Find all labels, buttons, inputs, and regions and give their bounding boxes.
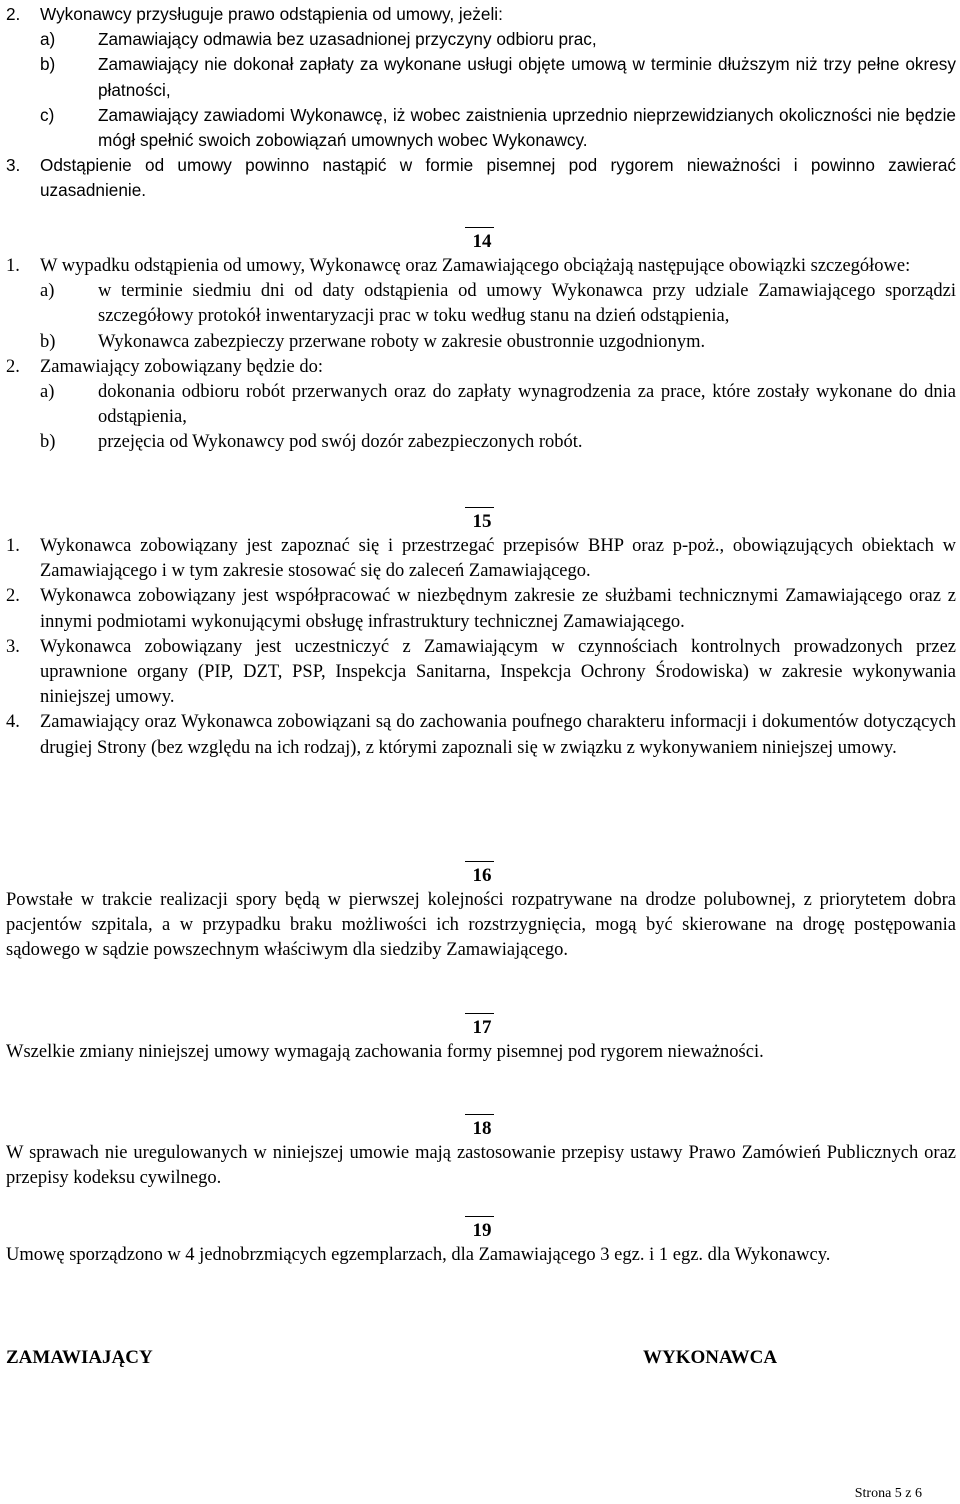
clause-number: 2. [6, 4, 21, 24]
section-number: 14 [472, 231, 492, 252]
clause-text: Wykonawca zobowiązany jest zapoznać się i przestrzegać przepisów BHP oraz p-poż., obowiązujących obiektach w Zamawiającego i w tym zakresie stosować się do zaleceń Zamawiającego. [40, 536, 956, 582]
clause-13-2-c [6, 103, 956, 153]
clause-text: W wypadku odstąpienia od umowy, Wykonawcę oraz Zamawiającego obciążają następujące obowiązki szczegółowe: [40, 256, 911, 276]
clause-14-1 [6, 254, 956, 279]
item-text: Wykonawca zabezpieczy przerwane roboty w zakresie obustronnie uzgodnionym. [98, 331, 706, 352]
clause-text: Odstąpienie od umowy powinno nastąpić w formie pisemnej pod rygorem nieważności i powinno zawierać uzasadnienie. [40, 155, 956, 201]
clause-number: 1. [6, 536, 20, 556]
section-number: 17 [472, 1017, 492, 1038]
clause-number: 3. [6, 636, 20, 657]
item-letter: b) [40, 54, 56, 75]
clause-15-2 [6, 584, 956, 634]
section-13-continuation [6, 2, 956, 204]
item-text: przejęcia od Wykonawcy pod swój dozór zabezpieczonych robót. [98, 432, 583, 453]
section-number: 19 [472, 1220, 492, 1241]
clause-13-2-b [6, 52, 956, 102]
clause-14-1-a [6, 279, 956, 329]
item-letter: a) [40, 382, 55, 403]
section-15-body [6, 534, 956, 761]
clause-number: 4. [6, 712, 20, 733]
clause-15-1 [6, 534, 956, 584]
section-17-heading [0, 1016, 960, 1040]
section-14-heading [0, 230, 960, 254]
clause-14-2-b [6, 430, 956, 455]
section-15-heading [0, 510, 960, 534]
section-number: 16 [472, 865, 492, 886]
clause-number: 3. [6, 155, 21, 176]
clause-text: Wykonawca zobowiązany jest współpracować w niezbędnym zakresie ze służbami technicznymi Zamawiającego oraz z innymi podmiotami wykonującymi obsługę infrastruktury technicznej Zamawiającego. [40, 586, 956, 632]
section-18-heading [0, 1117, 960, 1141]
clause-text: Zamawiający oraz Wykonawca zobowiązani są do zachowania poufnego charakteru informacji i dokumentów dotyczących drugiej Strony (bez względu na ich rodzaj), z którymi zapoznali się w związku z wykonywaniem niniejszej umowy. [40, 712, 956, 758]
item-text: w terminie siedmiu dni od daty odstąpienia od umowy Wykonawca przy udziale Zamawiającego sporządzi szczegółowy protokół inwentaryzacji prac w toku według stanu na dzień odstąpienia, [98, 281, 956, 327]
signature-wykonawca: WYKONAWCA [643, 1347, 778, 1368]
item-text: Zamawiający nie dokonał zapłaty za wykonane usługi objęte umową w terminie dłuższym niż trzy pełne okresy płatności, [98, 54, 956, 100]
item-text: dokonania odbioru robót przerwanych oraz do zapłaty wynagrodzenia za prace, które zostały wykonane do dnia odstąpienia, [98, 382, 956, 428]
signature-zamawiajacy: ZAMAWIAJĄCY [6, 1347, 153, 1368]
clause-text: Wykonawca zobowiązany jest uczestniczyć z Zamawiającym w czynnościach kontrolnych prowadzonych przez uprawnione organy (PIP, DZT, PSP, Inspekcja Sanitarna, Inspekcja Ochrony Środowiska) w zakresie wykonywania niniejszej umowy. [40, 636, 956, 708]
clause-15-3 [6, 635, 956, 711]
clause-13-2 [6, 2, 956, 27]
item-text: Zamawiający odmawia bez uzasadnionej przyczyny odbioru prac, [98, 29, 597, 50]
section-number: 18 [472, 1118, 492, 1139]
section-16-text: Powstałe w trakcie realizacji spory będą w pierwszej kolejności rozpatrywane na drodze polubownej, z priorytetem dobra pacjentów szpitala, a w przypadku braku możliwości ich rozstrzygnięcia, mogą być skierowane na drogę postępowania sądowego w sądzie powszechnym właściwym dla siedziby Zamawiającego. [6, 890, 956, 961]
clause-number: 1. [6, 256, 20, 276]
clause-13-2-a [6, 27, 956, 52]
item-letter: a) [40, 281, 55, 302]
section-17-text: Wszelkie zmiany niniejszej umowy wymagają zachowania formy pisemnej pod rygorem nieważności. [6, 1042, 764, 1062]
section-14-body [6, 254, 956, 456]
section-number: 15 [472, 511, 492, 532]
clause-text: Zamawiający zobowiązany będzie do: [40, 356, 324, 377]
clause-14-1-b [6, 330, 956, 355]
item-letter: b) [40, 331, 56, 352]
clause-number: 2. [6, 356, 20, 377]
clause-14-2 [6, 355, 956, 380]
item-letter: a) [40, 29, 56, 50]
section-19-text: Umowę sporządzono w 4 jednobrzmiących egzemplarzach, dla Zamawiającego 3 egz. i 1 egz. dla Wykonawcy. [6, 1245, 831, 1265]
item-letter: b) [40, 432, 56, 453]
item-text: Zamawiający zawiadomi Wykonawcę, iż wobec zaistnienia uprzednio nieprzewidzianych okoliczności nie będzie mógł spełnić swoich zobowiązań umownych wobec Wykonawcy. [98, 104, 956, 151]
clause-13-3 [6, 153, 956, 203]
clause-text: Wykonawcy przysługuje prawo odstąpienia od umowy, jeżeli: [40, 4, 503, 24]
clause-14-2-a [6, 380, 956, 430]
section-19-heading [0, 1219, 960, 1243]
item-letter: c) [40, 104, 55, 125]
section-18-text: W sprawach nie uregulowanych w niniejszej umowie mają zastosowanie przepisy ustawy Prawo Zamówień Publicznych oraz przepisy kodeksu cywilnego. [6, 1143, 956, 1189]
clause-15-4 [6, 710, 956, 760]
section-16-heading [0, 864, 960, 888]
page-number: Strona 5 z 6 [854, 1486, 922, 1501]
clause-number: 2. [6, 586, 20, 607]
